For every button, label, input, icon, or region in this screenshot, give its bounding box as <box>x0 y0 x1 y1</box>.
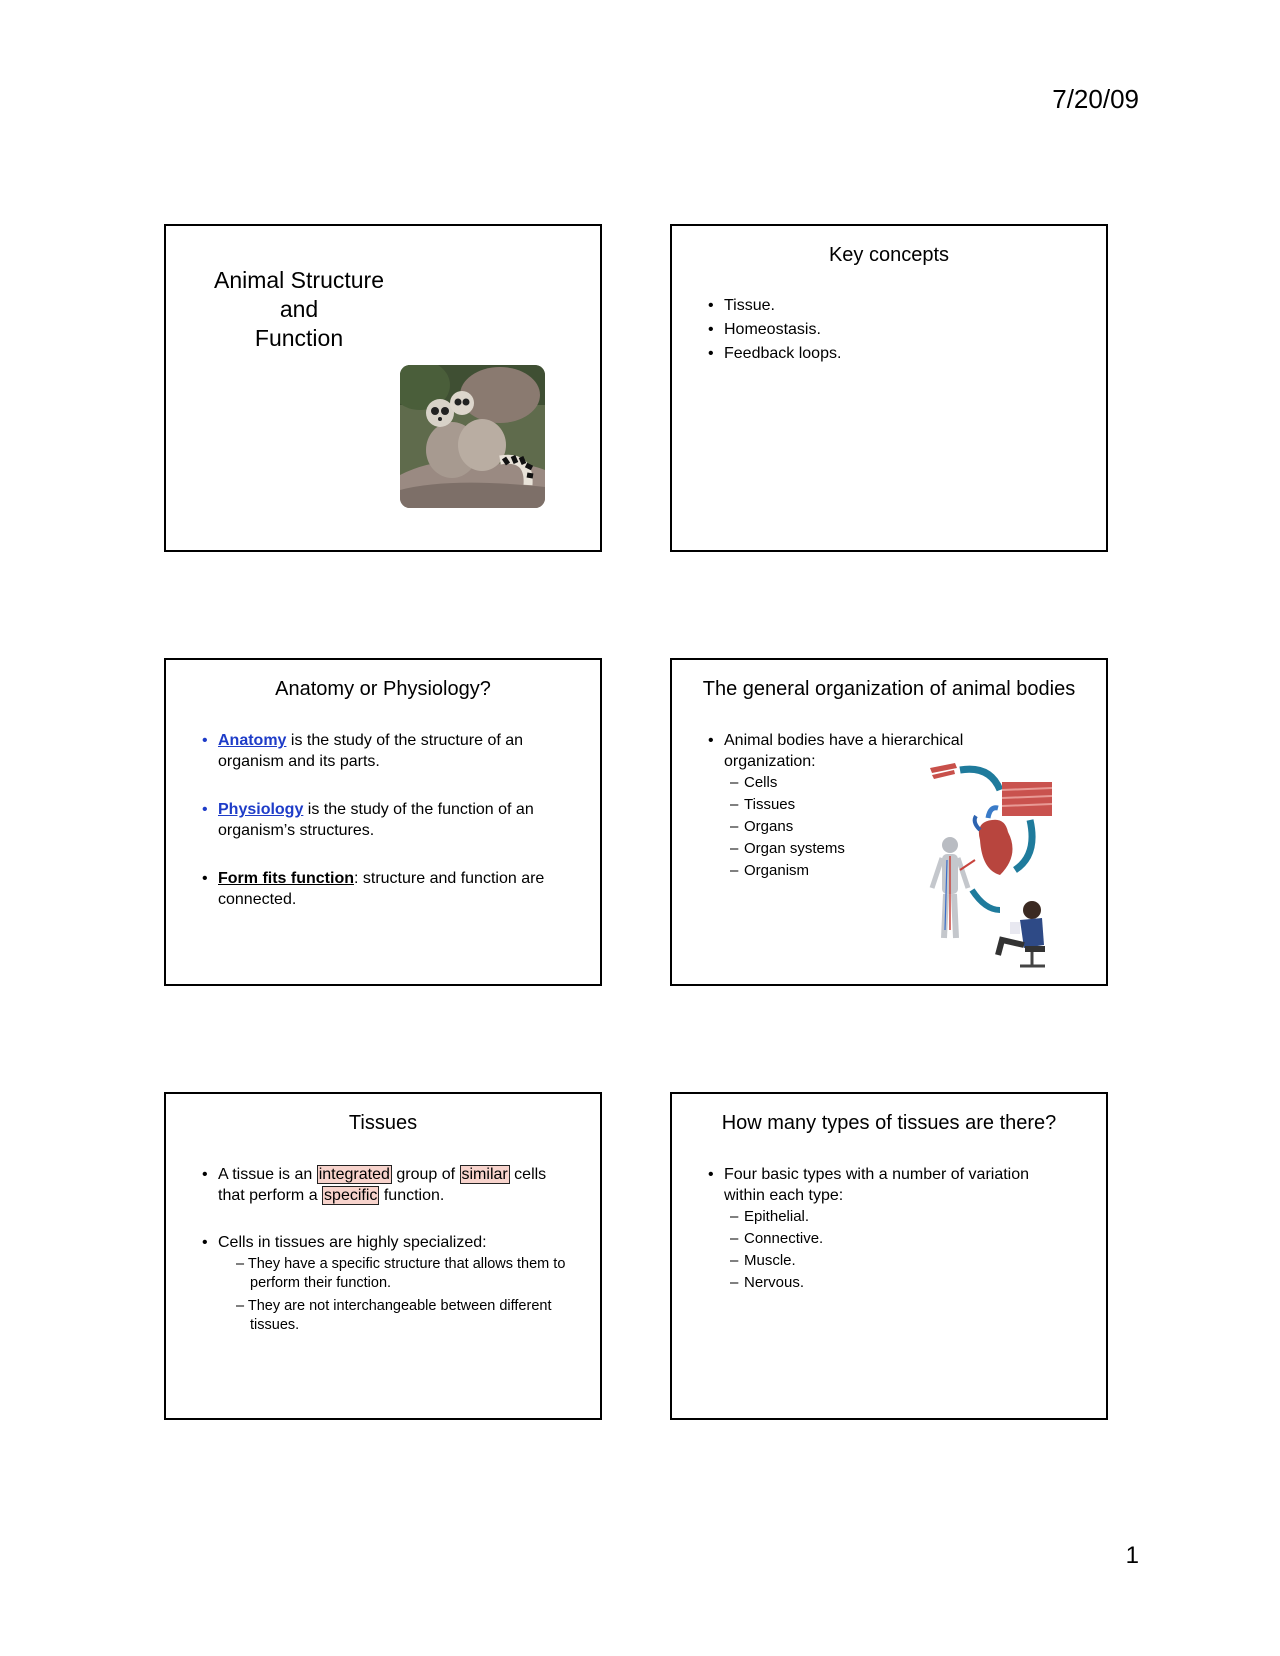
slide-tissues <box>164 1092 602 1420</box>
list-item <box>202 1164 572 1206</box>
bullet-list <box>708 1164 1068 1294</box>
list-item: • Tissue. <box>708 294 1088 318</box>
presentation-title <box>184 266 414 353</box>
title-line: Animal Structure <box>213 267 384 293</box>
slide-anatomy-physiology <box>164 658 602 986</box>
list-item <box>202 799 562 841</box>
sub-text: They have a specific structure that allows them to perform their function. <box>247 1256 566 1291</box>
slide-tissue-types <box>670 1092 1108 1420</box>
slide-title <box>164 224 602 552</box>
list-item: • Homeostasis. <box>708 318 1088 342</box>
bullet-text: : structure and function are connected. <box>218 870 545 908</box>
bullet-text: A tissue is an <box>218 1166 317 1183</box>
highlighted-word: integrated <box>318 1166 390 1183</box>
list-item: – They have a specific structure that allows them to perform their function. <box>236 1256 566 1291</box>
list-item: – Epithelial. <box>730 1206 1068 1228</box>
bullet-text: cells that perform a <box>218 1166 547 1204</box>
bullet-text: Cells in tissues are highly specialized: <box>218 1234 487 1251</box>
slide-heading: Key concepts <box>828 244 950 266</box>
list-item: – Connective. <box>730 1228 1068 1250</box>
physiology-link[interactable]: Physiology <box>218 801 304 818</box>
anatomy-link[interactable]: Anatomy <box>218 732 287 749</box>
list-item: – Organs <box>730 816 998 838</box>
slide-key-concepts <box>670 224 1108 552</box>
bullet-text: is the study of the structure of an organism and its parts. <box>218 732 524 770</box>
sub-list <box>730 1206 1068 1294</box>
slide-heading: How many types of tissues are there? <box>721 1112 1057 1134</box>
list-item: – Muscle. <box>730 1250 1068 1272</box>
lemur-photo <box>400 365 545 508</box>
list-item: – Tissues <box>730 794 998 816</box>
bullet-list <box>708 294 1088 366</box>
list-item: – Cells <box>730 772 998 794</box>
page-date: 7/20/09 <box>1052 84 1139 114</box>
list-item <box>202 730 562 772</box>
bullet-list <box>202 730 562 910</box>
slide-heading: Anatomy or Physiology? <box>275 678 491 700</box>
list-item: – They are not interchangeable between different tissues. <box>236 1298 552 1333</box>
list-item: – Organism <box>730 860 998 882</box>
title-line: Function <box>254 325 344 351</box>
list-item: – Nervous. <box>730 1272 1068 1294</box>
highlighted-word: specific <box>324 1187 378 1204</box>
list-item <box>708 1164 1068 1294</box>
list-item: – Organ systems <box>730 838 998 860</box>
slide-organization <box>670 658 1108 986</box>
sub-text: They are not interchangeable between different tissues. <box>247 1298 552 1333</box>
bullet-text: Animal bodies have a hierarchical organization: <box>724 732 964 770</box>
page-number: 1 <box>1125 1542 1139 1569</box>
slide-heading: Tissues <box>348 1112 418 1134</box>
slide-heading: The general organization of animal bodies <box>702 678 1076 700</box>
list-item: • Feedback loops. <box>708 342 1088 366</box>
bullet-text: function. <box>379 1187 445 1204</box>
highlighted-word: similar <box>461 1166 508 1183</box>
bullet-text: Four basic types with a number of variation within each type: <box>724 1166 1030 1204</box>
title-line: and <box>279 296 319 322</box>
bullet-text: group of <box>391 1166 460 1183</box>
list-item <box>202 1232 572 1335</box>
sub-list <box>224 1255 572 1335</box>
list-item <box>202 868 562 910</box>
key-term: Form fits function <box>218 870 354 887</box>
bullet-text: is the study of the function of an organism’s structures. <box>218 801 534 839</box>
organization-illustration <box>920 760 1060 970</box>
bullet-list <box>202 1164 572 1335</box>
